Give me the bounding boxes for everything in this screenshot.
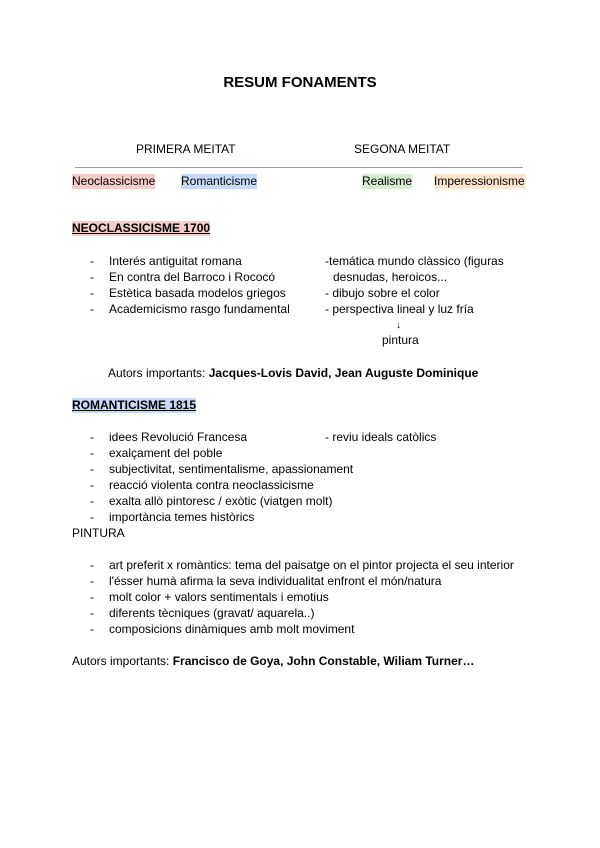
bullet-dash: -: [90, 462, 94, 476]
rom-item: importància temes històrics: [109, 510, 255, 524]
neo-painting-item: - perspectiva lineal y luz fría: [325, 302, 474, 316]
bullet-dash: -: [90, 606, 94, 620]
romanticism-heading: ROMANTICISME 1815: [72, 398, 197, 412]
bullet-dash: -: [90, 478, 94, 492]
rom-item: subjectivitat, sentimentalisme, apassionament: [109, 462, 354, 476]
neoclassicism-heading: NEOCLASSICISME 1700: [72, 221, 211, 235]
neo-painting-item: desnudas, heroicos...: [333, 270, 448, 284]
neo-painting-item: -temática mundo clàssico (figuras: [325, 254, 504, 268]
bullet-dash: -: [90, 270, 94, 284]
movement-neoclassicism: Neoclassicisme: [72, 174, 156, 188]
bullet-dash: -: [90, 430, 94, 444]
authors-label: Autors importants:: [108, 366, 206, 380]
movement-romanticism: Romanticisme: [181, 174, 258, 188]
second-half-label: SEGONA MEITAT: [354, 142, 451, 156]
page-title: RESUM FONAMENTS: [223, 74, 377, 91]
bullet-dash: -: [90, 446, 94, 460]
bullet-dash: -: [90, 574, 94, 588]
neo-authors: [108, 366, 478, 381]
neo-item: Academicismo rasgo fundamental: [109, 302, 290, 316]
rom-item: exalta allò pintoresc / exòtic (viatgen molt): [109, 494, 333, 508]
bullet-dash: -: [90, 558, 94, 572]
painting-item: diferents tècniques (gravat/ aquarela..): [109, 606, 315, 620]
rom-authors: [72, 654, 474, 669]
rom-item: idees Revolució Francesa: [109, 430, 248, 444]
rom-item: exalçament del poble: [109, 446, 223, 460]
divider: [75, 167, 523, 168]
movement-realism: Realisme: [362, 174, 413, 188]
bullet-dash: -: [90, 286, 94, 300]
rom-item: reacció violenta contra neoclassicisme: [109, 478, 314, 492]
bullet-dash: -: [90, 302, 94, 316]
neo-item: En contra del Barroco i Rococó: [109, 270, 276, 284]
authors-names: Francisco de Goya, John Constable, Wiliam Turner…: [172, 654, 475, 668]
painting-item: art preferit x romàntics: tema del paisatge on el pintor projecta el seu interior: [109, 558, 514, 572]
painting-label: pintura: [382, 333, 419, 347]
bullet-dash: -: [90, 510, 94, 524]
neo-item: Interés antiguitat romana: [109, 254, 242, 268]
movement-impressionism: Imperessionisme: [434, 174, 525, 188]
rom-right-item: - reviu ideals catòlics: [325, 430, 437, 444]
painting-item: molt color + valors sentimentals i emotius: [109, 590, 329, 604]
painting-heading: PINTURA: [72, 526, 125, 540]
bullet-dash: -: [90, 590, 94, 604]
neo-item: Estètica basada modelos griegos: [109, 286, 286, 300]
authors-label: Autors importants:: [72, 654, 170, 668]
painting-item: l'ésser humà afirma la seva individualitat enfront el món/natura: [109, 574, 442, 588]
first-half-label: PRIMERA MEITAT: [136, 142, 236, 156]
bullet-dash: -: [90, 494, 94, 508]
down-arrow-icon: ↓: [396, 320, 401, 331]
authors-names: Jacques-Lovis David, Jean Auguste Dominique: [208, 366, 479, 380]
neo-painting-item: - dibujo sobre el color: [325, 286, 440, 300]
bullet-dash: -: [90, 622, 94, 636]
bullet-dash: -: [90, 254, 94, 268]
painting-item: composicions dinàmiques amb molt moviment: [109, 622, 355, 636]
